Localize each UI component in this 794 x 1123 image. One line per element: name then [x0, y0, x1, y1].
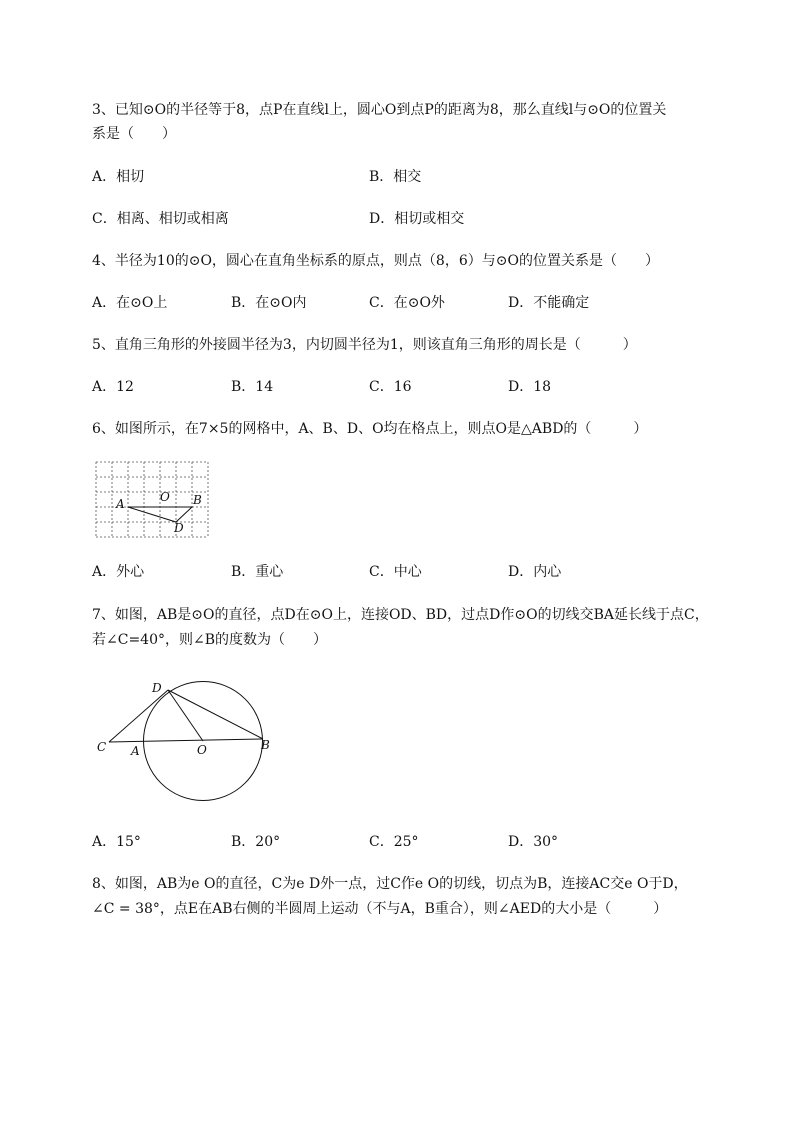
q5-option-b: B．14	[231, 379, 274, 395]
q7-label-b: B	[261, 738, 270, 752]
q4-option-c: C．在⊙O外	[369, 295, 445, 311]
q7-stem-line2: 若∠C=40°，则∠B的度数为（ ）	[92, 632, 328, 648]
q7-label-a: A	[131, 744, 140, 758]
q5-option-c: C．16	[369, 379, 412, 395]
q6-stem: 6、如图所示，在7×5的网格中，A、B、D、O均在格点上，则点O是△ABD的（ ）	[92, 421, 648, 437]
q4-option-a: A．在⊙O上	[92, 295, 168, 311]
q7-label-d: D	[152, 681, 162, 695]
q3-option-d: D．相切或相交	[369, 211, 465, 227]
q4-option-d: D．不能确定	[508, 295, 590, 311]
q6-label-b: B	[193, 493, 202, 507]
q6-label-o: O	[160, 490, 170, 504]
q7-option-a: A．15°	[92, 834, 141, 850]
q4-option-b: B．在⊙O内	[231, 295, 307, 311]
q5-stem: 5、直角三角形的外接圆半径为3，内切圆半径为1，则该直角三角形的周长是（ ）	[92, 337, 637, 353]
q7-stem-line1: 7、如图，AB是⊙O的直径，点D在⊙O上，连接OD、BD，过点D作⊙O的切线交BA延长线于点C，	[92, 607, 709, 623]
q8-stem-line2: ∠C = 38°，点E在AB右侧的半圆周上运动（不与A，B重合），则∠AED的大小是（ ）	[92, 901, 668, 917]
q6-label-d: D	[174, 521, 184, 535]
q7-label-o: O	[197, 743, 207, 757]
q5-option-d: D．18	[508, 379, 552, 395]
q7-option-b: B．20°	[231, 834, 281, 850]
q7-tangent-cd	[109, 690, 168, 742]
q7-circle-figure	[90, 675, 280, 810]
q6-option-d: D．内心	[508, 564, 562, 580]
q7-option-d: D．30°	[508, 834, 559, 850]
q7-segment-od	[168, 690, 203, 741]
q4-stem: 4、半径为10的⊙O，圆心在直角坐标系的原点，则点（8，6）与⊙O的位置关系是（ ）	[92, 253, 659, 269]
q6-label-a: A	[116, 497, 125, 511]
q6-grid-figure	[94, 460, 210, 540]
q6-option-c: C．中心	[369, 564, 422, 580]
q6-option-b: B．重心	[231, 564, 284, 580]
q5-option-a: A．12	[92, 379, 134, 395]
q7-label-c: C	[97, 740, 107, 754]
q6-dashed-grid	[96, 462, 208, 537]
q7-option-c: C．25°	[369, 834, 419, 850]
q7-segment-bd	[168, 690, 263, 739]
q3-option-c: C．相离、相切或相离	[92, 211, 229, 227]
q3-option-b: B．相交	[369, 169, 422, 185]
q3-option-a: A．相切	[92, 169, 145, 185]
q8-stem-line1: 8、如图，AB为e O的直径，C为e D外一点，过C作e O的切线，切点为B，连接AC交e O于D，	[92, 876, 688, 892]
q3-stem-line1: 3、已知⊙O的半径等于8，点P在直线l上，圆心O到点P的距离为8，那么直线l与⊙O的位置关	[92, 102, 667, 118]
q3-stem-line2: 系是（ ）	[92, 126, 176, 142]
q7-line-cb	[109, 739, 263, 742]
q6-option-a: A．外心	[92, 564, 145, 580]
